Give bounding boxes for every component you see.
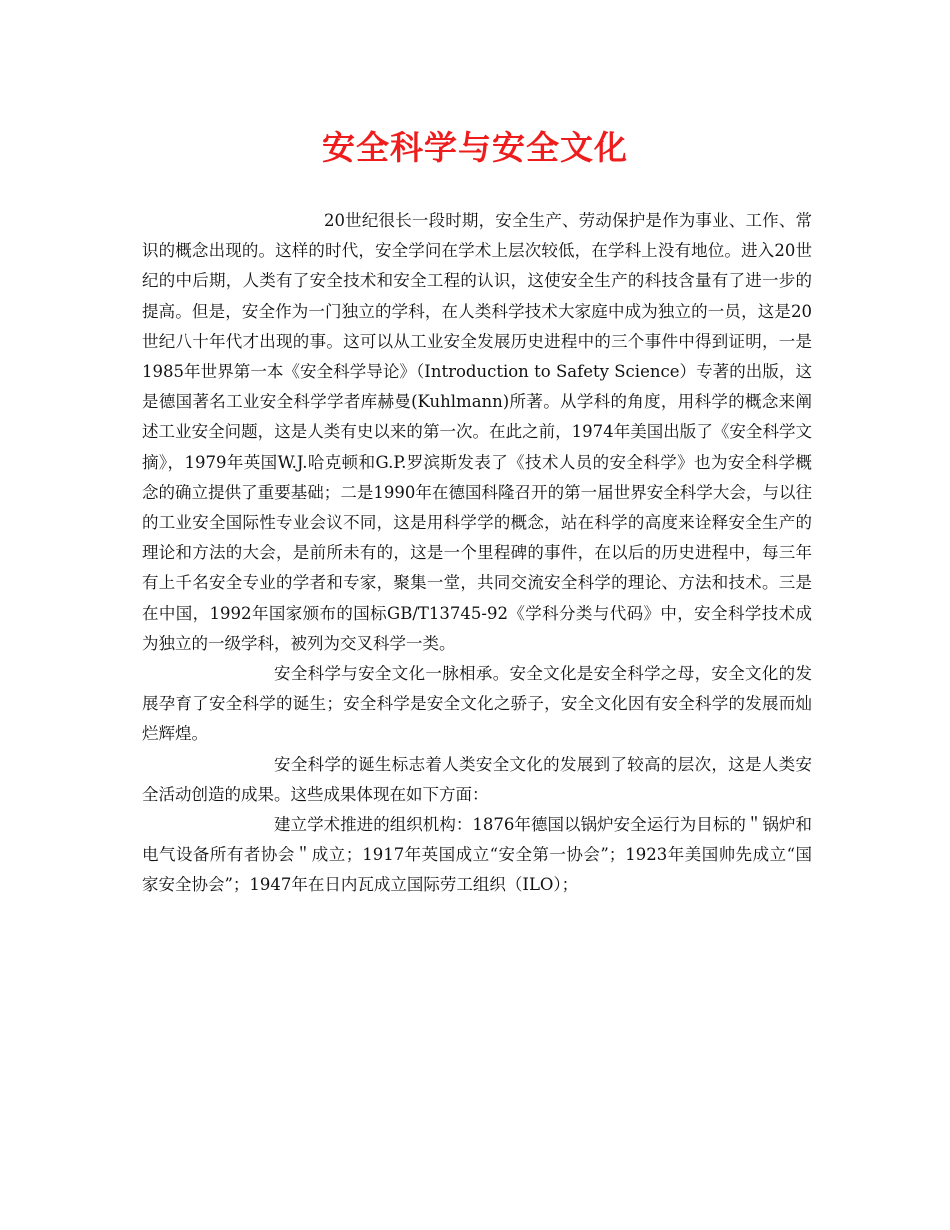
paragraph-organizations: 建立学术推进的组织机构：1876年德国以锅炉安全运行为目标的＂锅炉和电气设备所有者协会＂成立；1917年英国成立“安全第一协会”；1923年美国帅先成立“国家安全协会”；1947年在日内瓦成立国际劳工组织（ILO）； — [142, 815, 812, 895]
paragraph-science-culture: 安全科学与安全文化一脉相承。安全文化是安全科学之母，安全文化的发展孕育了安全科学的诞生；安全科学是安全文化之骄子，安全文化因有安全科学的发展而灿烂辉煌。 — [142, 664, 812, 744]
paragraph-history: 20世纪很长一段时期，安全生产、劳动保护是作为事业、工作、常识的概念出现的。这样的时代，安全学问在学术上层次较低，在学科上没有地位。进入20世纪的中后期，人类有了安全技术和安全工程的认识，这使安全生产的科技含量有了进一步的提高。但是，安全作为一门独立的学科，在人类科学技术大家庭中成为独立的一员，这是20世纪八十年代才出现的事。这可以从工业安全发展历史进程中的三个事件中得到证明，一是1985年世界第一本《安全科学导论》（Introduction to Safety Science）专著的出版，这是德国著名工业安全科学学者库赫曼(Kuhlmann)所著。从学科的角度，用科学的概念来阐述工业安全问题，这是人类有史以来的第一次。在此之前，1974年美国出版了《安全科学文摘》，1979年英国W.J.哈克顿和G.P.罗滨斯发表了《技术人员的安全科学》也为安全科学概念的确立提供了重要基础；二是1990年在德国科隆召开的第一届世界安全科学大会，与以往的工业安全国际性专业会议不同，这是用科学学的概念，站在科学的高度来诠释安全生产的理论和方法的大会，是前所未有的，这是一个里程碑的事件，在以后的历史进程中，每三年有上千名安全专业的学者和专家，聚集一堂，共同交流安全科学的理论、方法和技术。三是在中国，1992年国家颁布的国标GB/T13745-92《学科分类与代码》中，安全科学技术成为独立的一级学科，被列为交叉科学一类。 — [142, 211, 812, 653]
document-title: 安全科学与安全文化 — [322, 128, 628, 167]
paragraph-achievements: 安全科学的诞生标志着人类安全文化的发展到了较高的层次，这是人类安全活动创造的成果。这些成果体现在如下方面： — [142, 754, 812, 804]
document-body — [142, 206, 812, 901]
